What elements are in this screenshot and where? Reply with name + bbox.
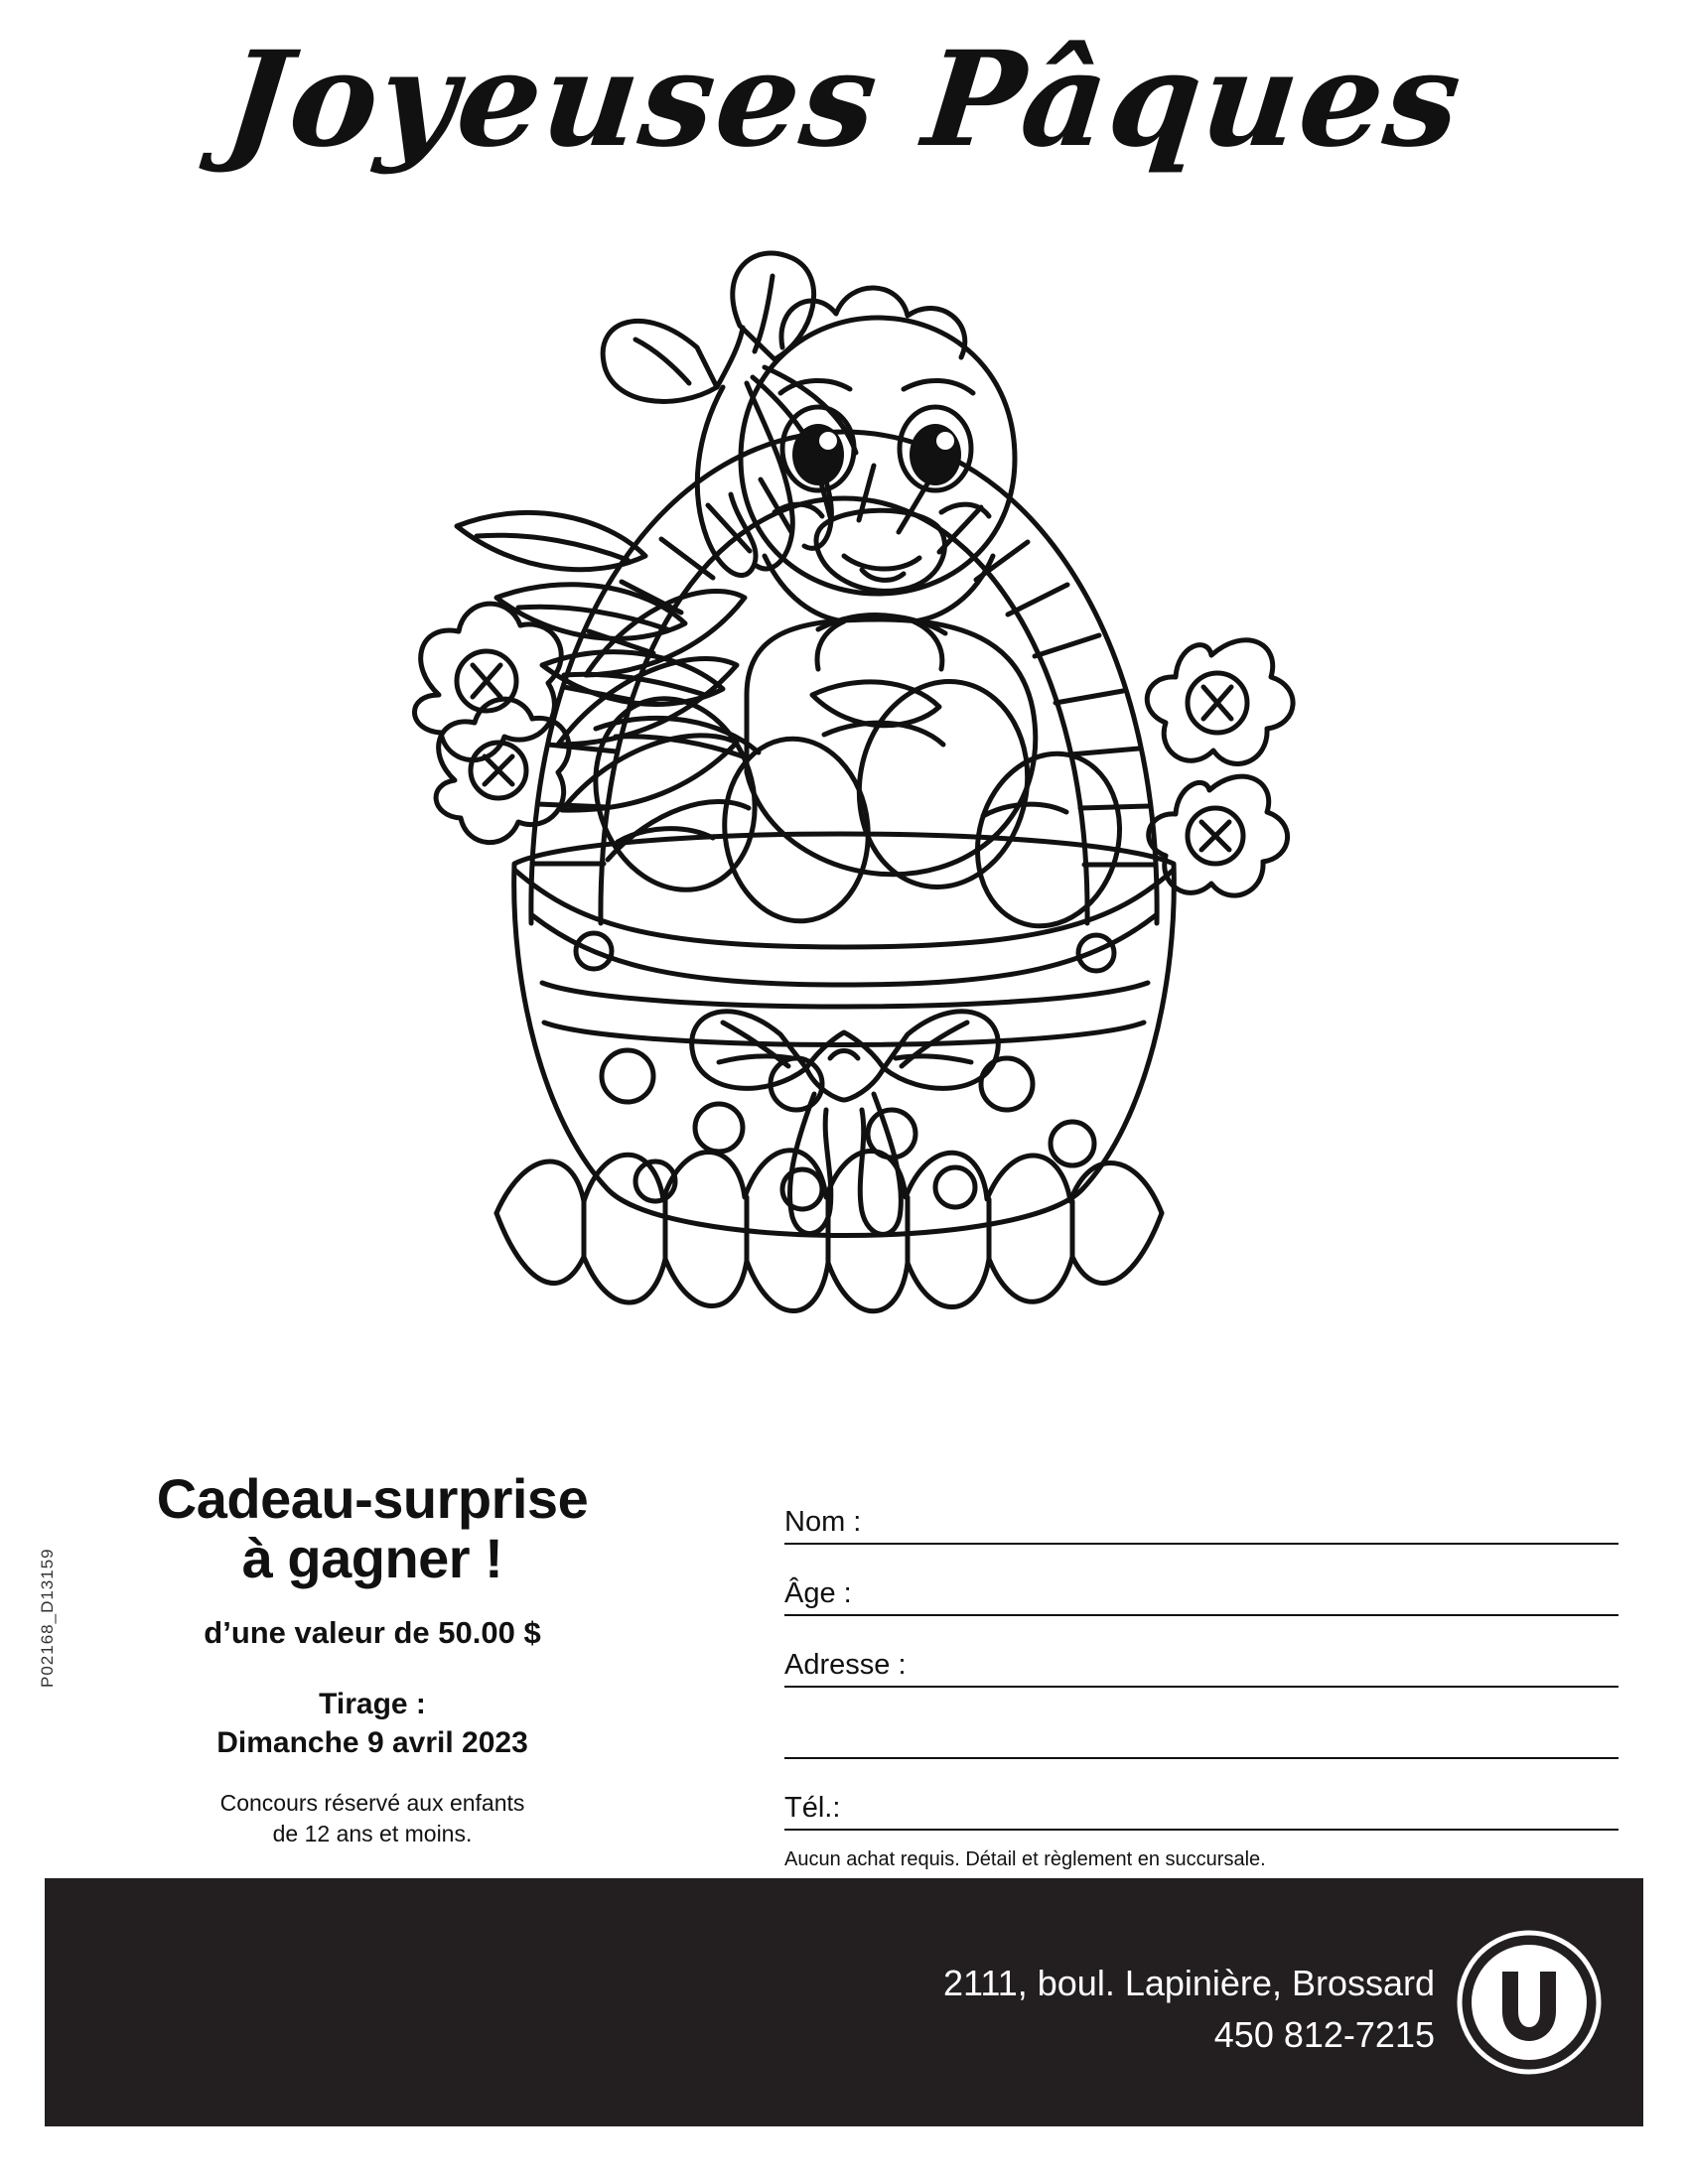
promo-headline [94,1469,650,1589]
page-title: Joyeuses Pâques [218,23,1470,177]
footer-phone: 450 812-7215 [1213,2013,1435,2055]
promo-rules-line1: Concours réservé aux enfants [219,1789,525,1816]
eggs [572,668,1140,943]
form-label-tel: Tél.: [784,1792,841,1824]
form-field-tel[interactable] [784,1765,1618,1837]
promo-block [94,1469,650,1849]
promo-headline-line1: Cadeau-surprise [156,1467,589,1530]
flower-left [414,604,561,759]
form-fine-print: Aucun achat requis. Détail et règlement en succursale. [784,1848,1266,1870]
form-line-age [784,1614,1618,1616]
footer-bar [45,1878,1643,2126]
form-field-nom[interactable] [784,1479,1618,1551]
easter-basket-illustration [348,228,1340,1449]
form-label-nom: Nom : [784,1506,862,1538]
promo-value: d’une valeur de 50.00 $ [204,1614,541,1650]
promo-rules-line2: de 12 ans et moins. [272,1820,473,1846]
flower-right-upper [1147,640,1293,764]
form-line-adresse [784,1686,1618,1688]
form-field-adresse-line2[interactable] [784,1694,1618,1765]
promo-rules [94,1788,650,1849]
form-line-adresse-line2 [784,1757,1618,1759]
footer-address: 2111, boul. Lapinière, Brossard [943,1962,1435,2003]
form-field-age[interactable] [784,1551,1618,1622]
footer-address-block [943,1958,1435,2061]
form-label-adresse: Adresse : [784,1649,907,1681]
title-block [0,23,1688,177]
draw-date: Dimanche 9 avril 2023 [216,1725,528,1759]
form-field-adresse[interactable] [784,1622,1618,1694]
form-line-tel [784,1829,1618,1831]
draw-label: Tirage : [319,1687,426,1720]
form-line-nom [784,1543,1618,1545]
store-logo-icon [1455,1928,1604,2077]
print-code: P02168_D13159 [38,1548,57,1688]
promo-headline-line2: à gagner ! [241,1527,503,1590]
flower-left-lower [436,699,569,842]
entry-form [784,1479,1618,1871]
form-label-age: Âge : [784,1577,852,1609]
flower-right-lower [1149,776,1288,895]
